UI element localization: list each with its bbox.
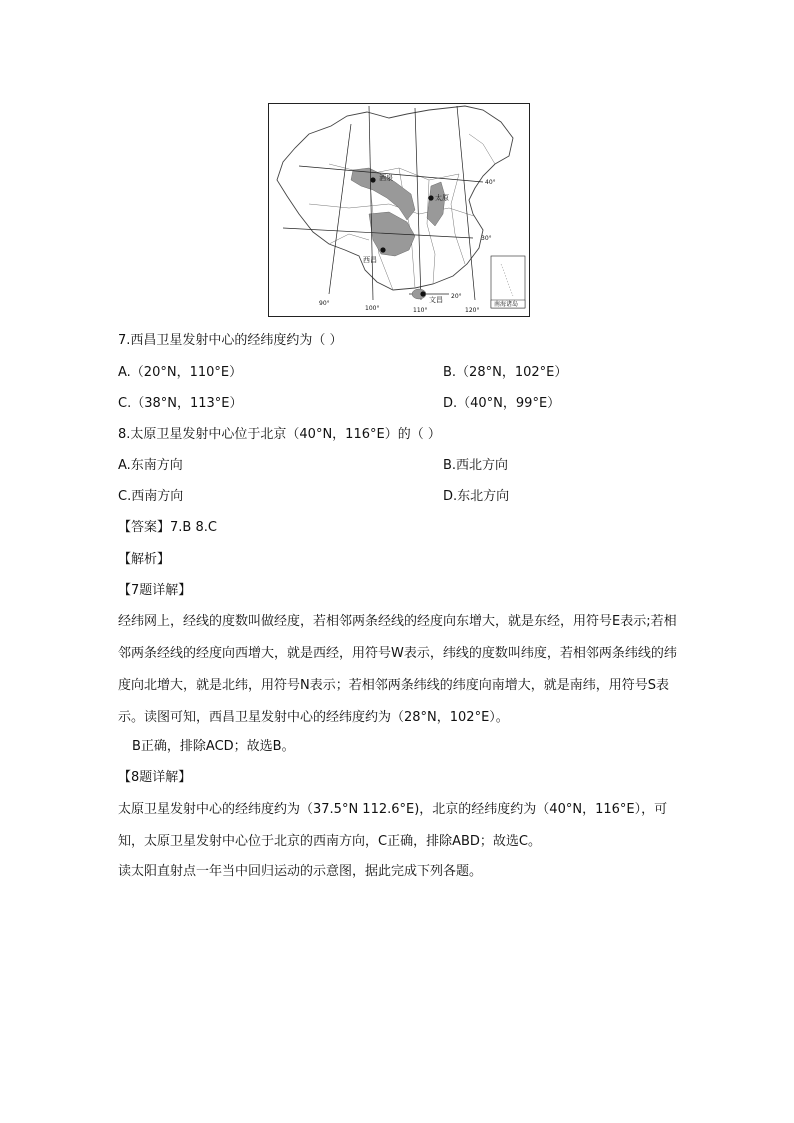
inset-label: 南海诸岛 [494,301,519,308]
longitude-120-line [457,106,475,300]
lon-100-label: 100° [365,305,380,312]
q8-option-b: B.西北方向 [443,458,509,473]
detail-8-body: 太原卫星发射中心的经纬度约为（37.5°N 112.6°E)，北京的经纬度约为（40°N，116°E），可知，太原卫星发射中心位于北京的西南方向，C正确，排除ABD；故选C。 [118,802,668,849]
q7-option-c: C.（38°N，113°E） [118,396,243,411]
answer-line: 【答案】7.B 8.C [118,520,217,535]
jiuquan-label: 酒泉 [379,174,393,182]
analysis-heading: 【解析】 [118,552,171,567]
detail-8-title: 【8题详解】 [118,770,192,785]
wenchang-dot [420,291,425,296]
jiuquan-dot [370,177,375,182]
xichang-label: 西昌 [363,256,377,264]
xichang-dot [380,247,385,252]
shanxi-region [427,182,445,226]
longitude-110-line [415,108,421,300]
q7-stem: 7.西昌卫星发射中心的经纬度约为（ ） [118,333,343,348]
lon-110-label: 110° [413,307,428,314]
q8-option-d: D.东北方向 [443,489,510,504]
lat-40-label: 40° [485,179,496,186]
q8-stem: 8.太原卫星发射中心位于北京（40°N，116°E）的（ ） [118,427,441,442]
q7-option-d: D.（40°N，99°E） [443,396,561,411]
china-map-figure [268,103,530,317]
wenchang-label: 文昌 [429,296,443,304]
longitude-100-line [369,106,373,300]
q8-option-c: C.西南方向 [118,489,184,504]
q8-option-a: A.东南方向 [118,458,183,473]
q7-option-a: A.（20°N，110°E） [118,365,243,380]
lon-120-label: 120° [465,307,480,314]
lat-30-label: 30° [481,235,492,242]
taiyuan-label: 太原 [435,194,449,202]
detail-7-body: 经纬网上，经线的度数叫做经度，若相邻两条经线的经度向东增大，就是东经，用符号E表示;若相邻两条经线的经度向西增大，就是西经，用符号W表示，纬线的度数叫纬度，若相邻两条纬线的纬度向北增大，就是北纬，用符号N表示；若相邻两条纬线的纬度向南增大，就是南纬，用符号S表示。读图可知，西昌卫星发射中心的经纬度约为（28°N，102°E）。 [118,614,677,725]
lon-90-label: 90° [319,300,330,307]
detail-7-conclusion: B正确，排除ACD；故选B。 [132,739,295,754]
lat-20-label: 20° [451,293,462,300]
detail-7-title: 【7题详解】 [118,583,192,598]
longitude-90-line [329,124,351,294]
next-section-intro: 读太阳直射点一年当中回归运动的示意图，据此完成下列各题。 [118,864,483,879]
china-map-svg [269,104,529,316]
taiyuan-dot [428,195,433,200]
q7-option-b: B.（28°N，102°E） [443,365,568,380]
